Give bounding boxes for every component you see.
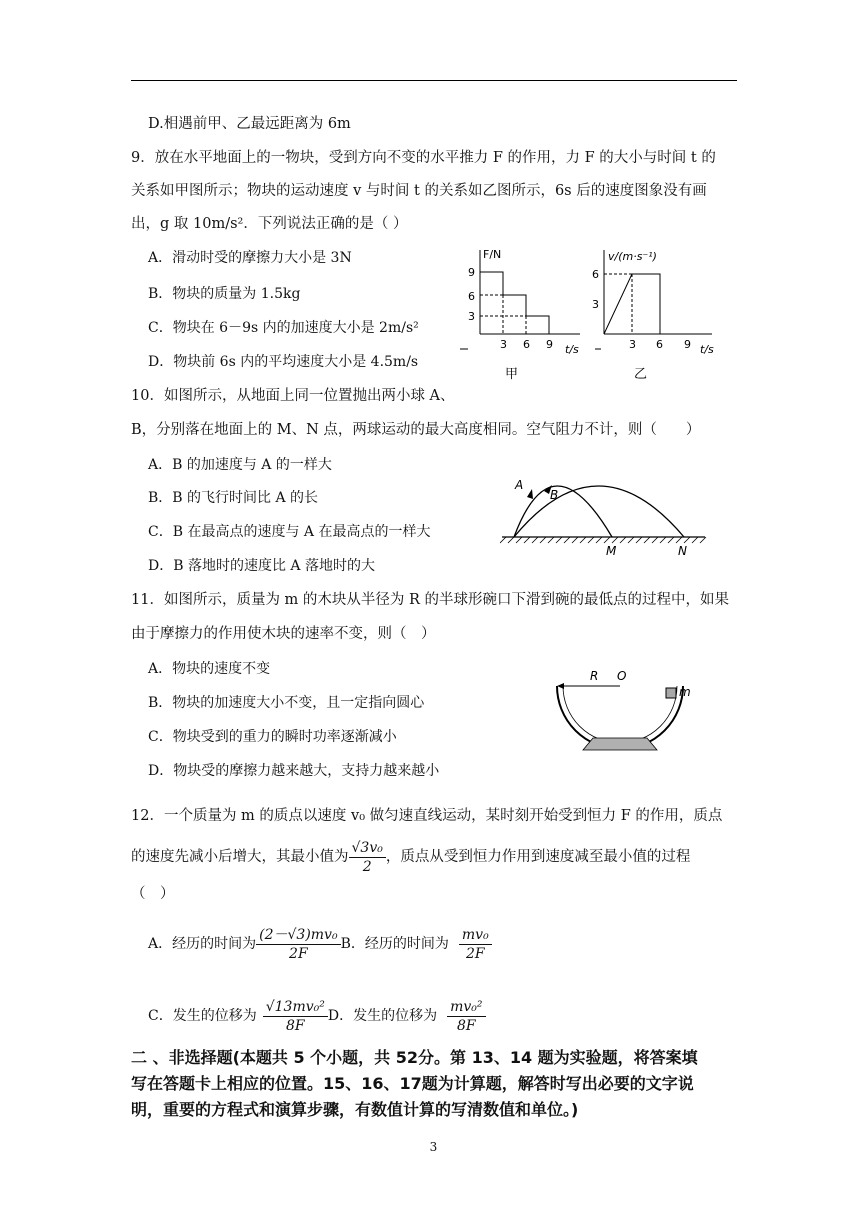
q12-stem-line3: （ ） xyxy=(131,886,175,902)
q12-option-a-den: 2F xyxy=(289,945,308,962)
chart-jia-xtick-6: 6 xyxy=(523,338,530,351)
q12-option-c-den: 8F xyxy=(285,1017,305,1034)
q12-options-ab xyxy=(148,924,492,964)
q10-option-b: B．B 的飞行时间比 A 的长 xyxy=(148,490,319,506)
chart-jia-ytick-9: 9 xyxy=(468,266,475,279)
q11-option-b: B．物块的加速度大小不变，且一定指向圆心 xyxy=(148,695,425,711)
q10-option-a: A．B 的加速度与 A 的一样大 xyxy=(148,457,332,473)
chart-yi-velocity-time xyxy=(592,244,727,384)
label-r: R xyxy=(590,669,599,683)
q11-option-a: A．物块的速度不变 xyxy=(148,661,271,677)
q12-option-b-label: B．经历的时间为 xyxy=(340,936,449,952)
chart-jia-ytick-6: 6 xyxy=(468,290,475,303)
chart-jia-caption: 甲 xyxy=(505,367,519,382)
q9-option-b: B．物块的质量为 1.5kg xyxy=(148,286,301,302)
chart-jia-ylabel: F/N xyxy=(483,248,502,261)
projectile-figure xyxy=(500,455,710,560)
section2-heading-line3: 明，重要的方程式和演算步骤，有数值计算的写清数值和单位。) xyxy=(131,1100,579,1119)
wood-block xyxy=(666,688,676,698)
q12-option-b-num: mv₀ xyxy=(459,926,492,945)
chart-jia-force-time xyxy=(450,244,590,384)
page-number: 3 xyxy=(429,1140,438,1154)
q9-stem-line2: 关系如甲图所示；物块的运动速度 v 与时间 t 的关系如乙图所示，6s 后的速度图象没有画 xyxy=(131,183,707,199)
q9-option-c: C．物块在 6－9s 内的加速度大小是 2m/s² xyxy=(148,320,419,336)
label-b: B xyxy=(550,488,559,502)
q12-option-d-num: mv₀² xyxy=(447,998,485,1017)
q11-stem-line2: 由于摩擦力的作用使木块的速率不变，则（ ） xyxy=(131,626,436,642)
q12-option-d-fraction xyxy=(447,998,485,1035)
chart-yi-xtick-9: 9 xyxy=(684,338,691,351)
q10-option-d: D．B 落地时的速度比 A 落地时的大 xyxy=(148,558,375,574)
chart-yi-xlabel: t/s xyxy=(700,343,714,356)
q10-stem-line1: 10．如图所示，从地面上同一位置抛出两小球 A、 xyxy=(131,388,455,404)
q12-stem-line2 xyxy=(131,837,690,877)
q9-stem-line3: 出，g 取 10m/s²．下列说法正确的是（ ） xyxy=(131,216,408,232)
chart-yi-ylabel: v/(m·s⁻¹) xyxy=(608,250,657,263)
chart-yi-ytick-3: 3 xyxy=(592,298,599,311)
chart-jia-xtick-9: 9 xyxy=(546,338,553,351)
q10-option-c: C．B 在最高点的速度与 A 在最高点的一样大 xyxy=(148,524,431,540)
chart-jia-ytick-3: 3 xyxy=(468,310,475,323)
label-n: N xyxy=(678,544,687,558)
chart-yi-xtick-3: 3 xyxy=(629,338,636,351)
q12-min-velocity-fraction xyxy=(349,839,386,876)
q12-options-cd xyxy=(148,994,486,1038)
q12-line2-pre: 的速度先减小后增大，其最小值为 xyxy=(131,849,349,865)
q9-option-a: A．滑动时受的摩擦力大小是 3N xyxy=(148,250,352,266)
label-m: M xyxy=(606,544,617,558)
q9-stem-line1: 9．放在水平地面上的一物块，受到方向不变的水平推力 F 的作用，力 F 的大小与时间 t 的 xyxy=(131,150,716,166)
chart-yi-caption: 乙 xyxy=(634,367,648,382)
q12-stem-line1: 12．一个质量为 m 的质点以速度 v₀ 做匀速直线运动，某时刻开始受到恒力 F 的作用，质点 xyxy=(131,808,723,824)
q12-min-frac-num: √3v₀ xyxy=(349,839,386,858)
q12-option-c-num: √13mv₀² xyxy=(263,998,328,1017)
label-a: A xyxy=(515,478,524,492)
chart-yi-xtick-6: 6 xyxy=(656,338,663,351)
q12-option-d-den: 8F xyxy=(457,1017,476,1034)
trajectory-a xyxy=(514,486,612,537)
ground-hatching xyxy=(500,537,706,543)
chart-jia-xtick-3: 3 xyxy=(500,338,507,351)
header-rule xyxy=(131,80,737,81)
section2-heading-line1: 二 、非选择题(本题共 5 个小题，共 52分。第 13、14 题为实验题，将答案填 xyxy=(131,1048,698,1067)
label-m-block: m xyxy=(679,685,691,699)
q12-min-frac-den: 2 xyxy=(362,858,372,875)
bowl-stand xyxy=(583,738,657,750)
arrow-a-icon xyxy=(527,489,533,499)
q12-option-b-den: 2F xyxy=(465,945,485,962)
q12-option-b-fraction xyxy=(459,926,492,963)
label-o: O xyxy=(617,669,627,683)
radius-arrow-icon xyxy=(557,683,564,689)
q11-option-c: C．物块受到的重力的瞬时功率逐渐减小 xyxy=(148,729,397,745)
q12-option-a-num: (2－√3)mv₀ xyxy=(256,926,340,945)
q11-option-d: D．物块受的摩擦力越来越大，支持力越来越小 xyxy=(148,763,440,779)
q12-option-d-label: D．发生的位移为 xyxy=(327,1008,438,1024)
q10-stem-line2: B，分别落在地面上的 M、N 点，两球运动的最大高度相同。空气阻力不计，则（ ） xyxy=(131,422,701,438)
q11-stem-line1: 11．如图所示，质量为 m 的木块从半径为 R 的半球形碗口下滑到碗的最低点的过程中，如果 xyxy=(131,592,730,608)
q12-line2-post: ，质点从受到恒力作用到速度减至最小值的过程 xyxy=(385,849,691,865)
chart-jia-force-step-line xyxy=(480,272,549,334)
q12-option-a-label: A．经历的时间为 xyxy=(148,936,257,952)
q12-option-c-label: C．发生的位移为 xyxy=(148,1008,257,1024)
chart-jia-xlabel: t/s xyxy=(565,343,579,356)
bowl-figure xyxy=(545,666,695,756)
q8-option-d: D.相遇前甲、乙最远距离为 6m xyxy=(148,116,351,132)
q12-option-c-fraction xyxy=(263,998,328,1035)
q9-option-d: D．物块前 6s 内的平均速度大小是 4.5m/s xyxy=(148,354,419,370)
q12-option-a-fraction xyxy=(256,926,340,963)
chart-yi-ytick-6: 6 xyxy=(592,268,599,281)
section2-heading-line2: 写在答题卡上相应的位置。15、16、17题为计算题，解答时写出必要的文字说 xyxy=(131,1074,694,1093)
